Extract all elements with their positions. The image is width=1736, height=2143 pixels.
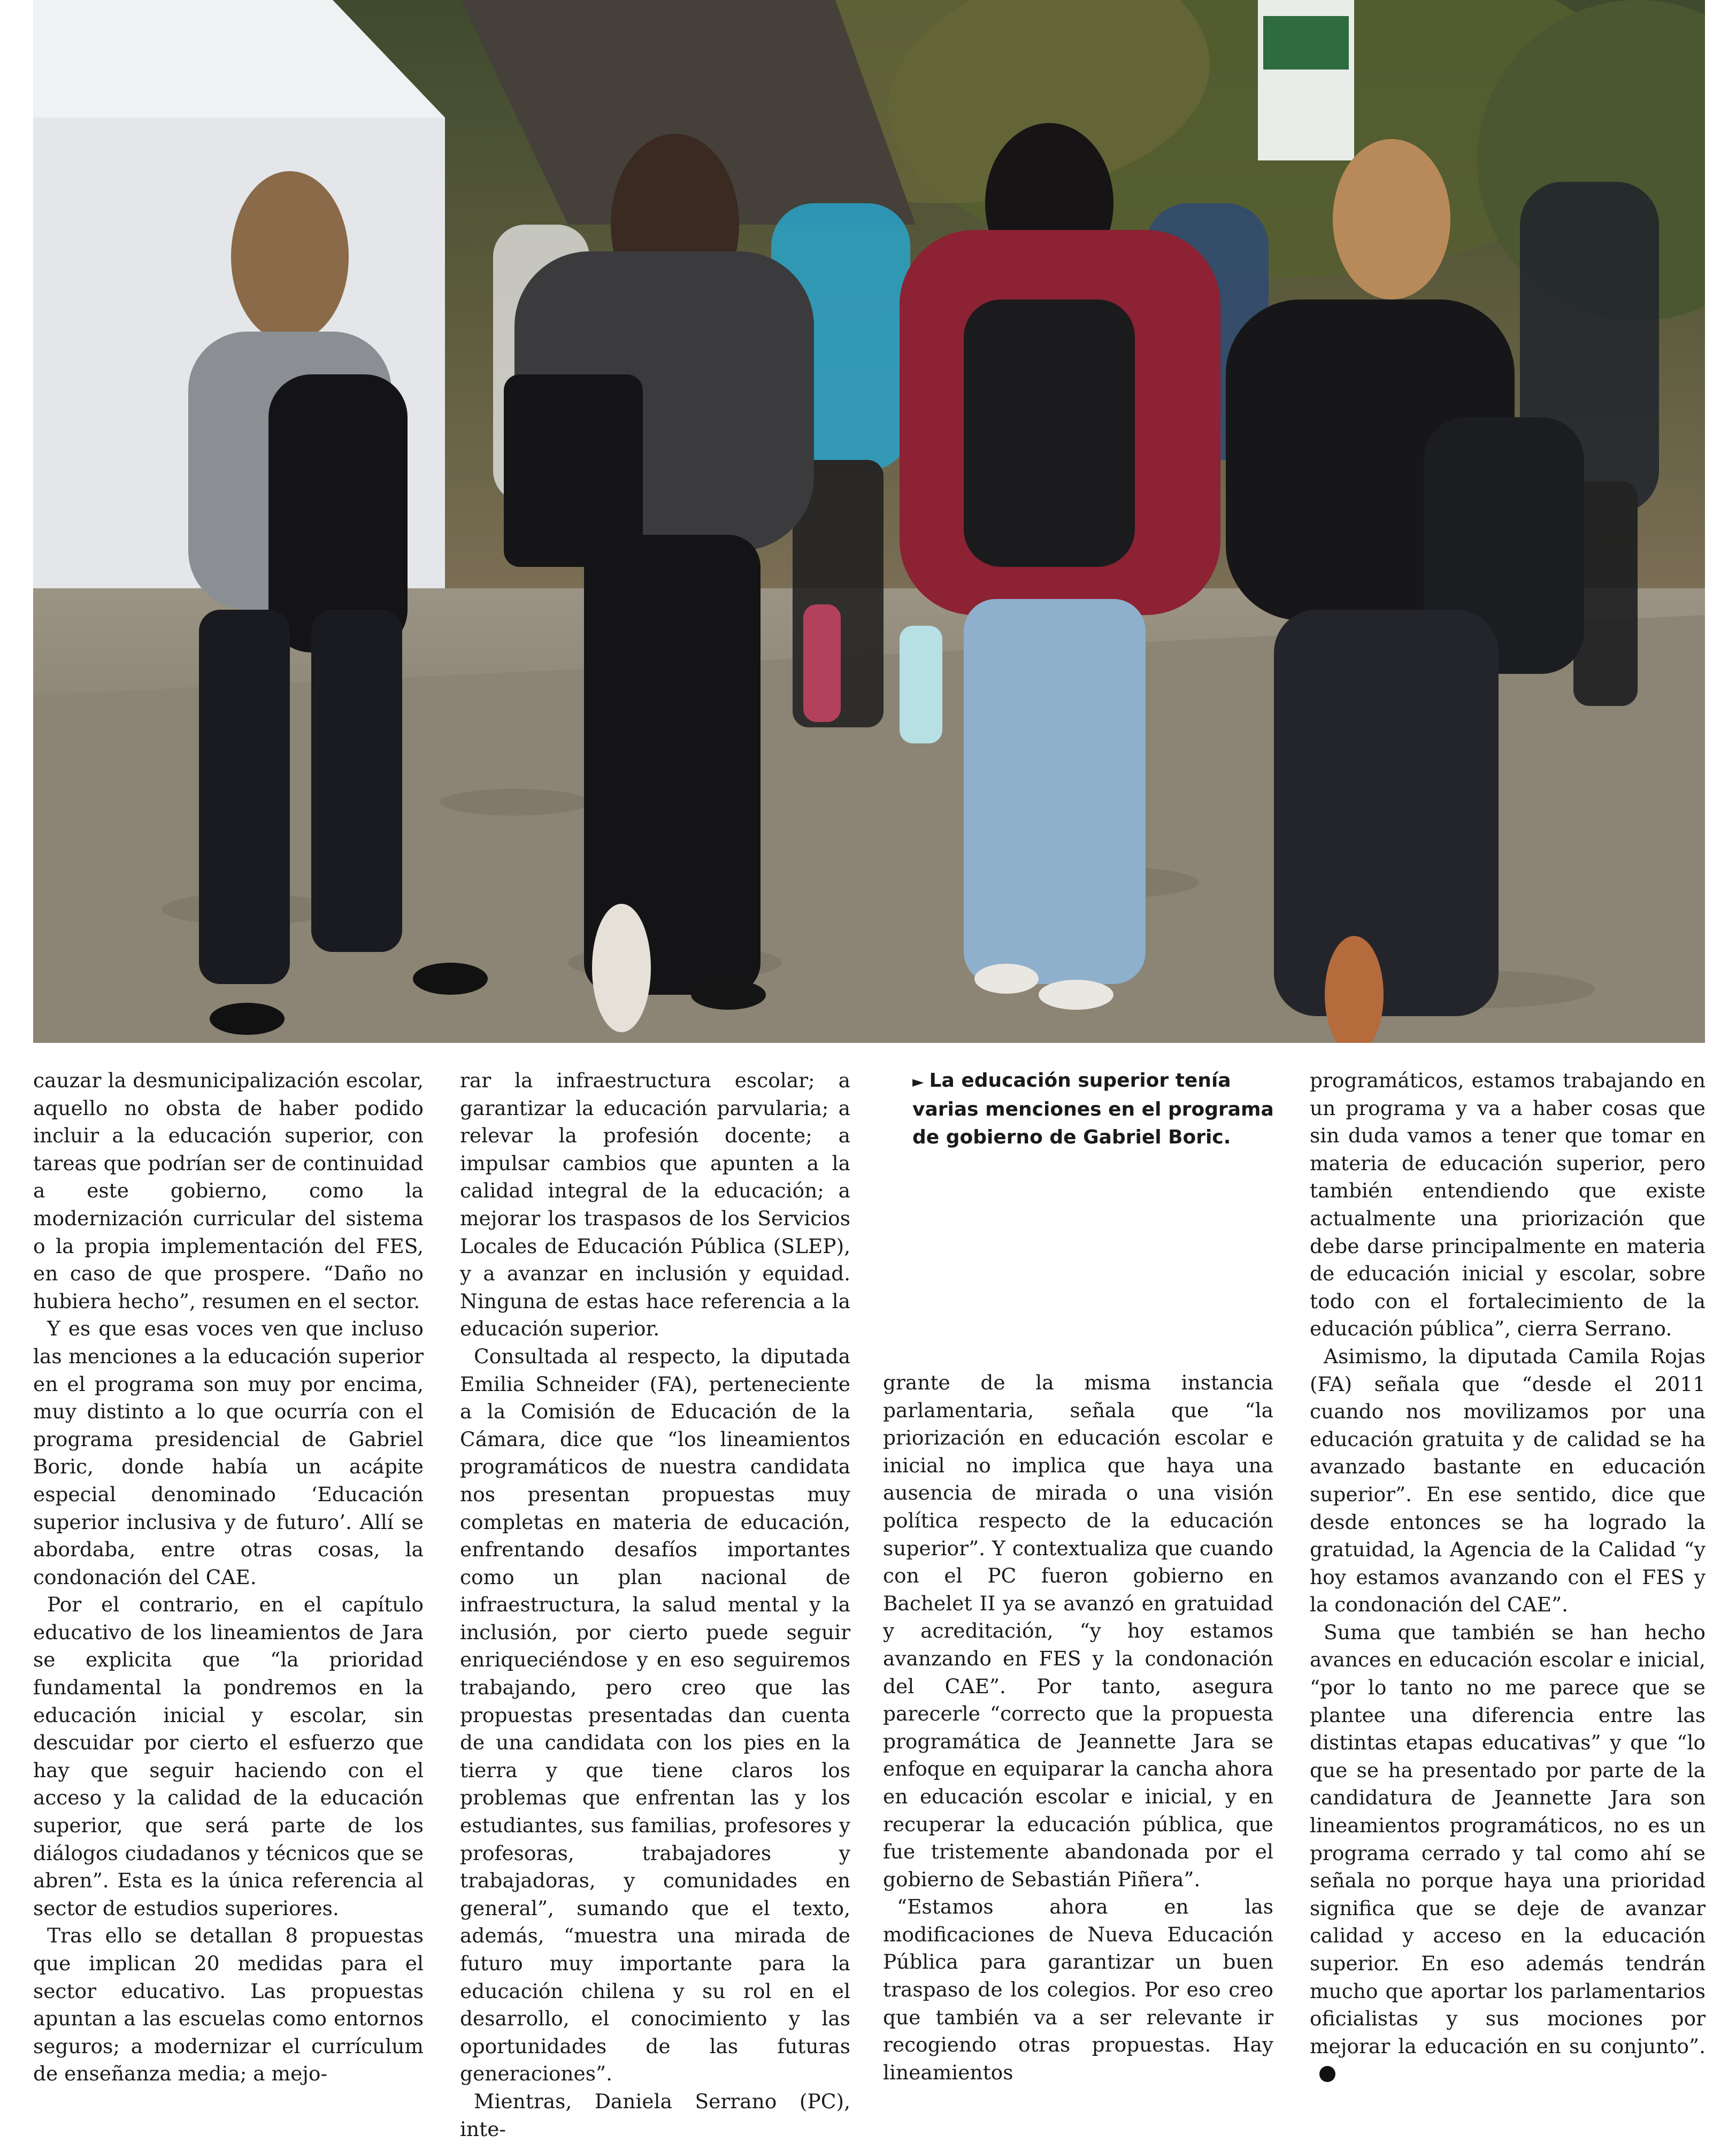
paragraph-final: [1310, 1619, 1706, 2088]
paragraph: grante de la misma instancia parlamentaria, señala que “la priorización en educación escolar e inicial no implica que haya una ausencia de mirada o una visión política respecto de la educación superior”. Y contextualiza que cuando con el PC fueron gobierno en Bachelet II ya se avanzó en gratuidad y acreditación, “y hoy estamos avanzando en FES y la condonación del CAE”. Por tanto, asegura parecerle “correcto que la propuesta programática de Jeannette Jara se enfoque en equiparar la cancha ahora en educación escolar e inicial, y en recuperar la educación pública, que fue tristemente abandonada por el gobierno de Sebastián Piñera”.: [883, 1371, 1273, 1891]
paragraph: Y es que esas voces ven que incluso las menciones a la educación superior en el programa son muy por encima, muy distinto a lo que ocurría con el programa presidencial de Gabriel Boric, donde había un acápite especial denominado ‘Educación superior inclusiva y de futuro’. Allí se abordaba, entre otras cosas, la condonación del CAE.: [33, 1317, 424, 1589]
paragraph: rar la infraestructura escolar; a garantizar la educación parvularia; a relevar la profesión docente; a impulsar cambios que apunten a la calidad integral de la educación; a mejorar los traspasos de los Servicios Locales de Educación Pública (SLEP), y a avanzar en inclusión y equidad. Ninguna de estas hace referencia a la educación superior.: [460, 1069, 850, 1341]
news-photo: [33, 0, 1705, 1043]
paragraph: Asimismo, la diputada Camila Rojas (FA) señala que “desde el 2011 cuando nos movilizamos por una educación gratuita y de calidad se ha avanzado bastante en educación superior”. En ese sentido, dice que desde entonces se ha logrado la gratuidad, la Agencia de la Calidad “y hoy estamos avanzando con el FES y la condonación del CAE”.: [1310, 1344, 1706, 1617]
paragraph-text: Suma que también se han hecho avances en educación escolar e inicial, “por lo tanto no me parece que se plantee una diferencia entre las distintas etapas educativas” y que “lo que se ha presentado por parte de la candidatura de Jeannette Jara son lineamientos programáticos, no es un programa cerrado y tal como ahí se señala no porque haya una prioridad significa que se deje de avanzar calidad y acceso en la educación superior. En eso además tendrán mucho que aportar los parlamentarios oficialistas y sus mociones por mejorar la educación en su conjunto”.: [1310, 1620, 1706, 2058]
article-column-2: [460, 1067, 850, 2143]
caption-arrow-icon: ►: [912, 1073, 924, 1090]
photo-caption: [912, 1067, 1281, 1151]
article-column-4: [1310, 1067, 1706, 2088]
paragraph: Consultada al respecto, la diputada Emilia Schneider (FA), perteneciente a la Comisión de Educación de la Cámara, dice que “los lineamientos programáticos de nuestra candidata nos presentan propuestas muy completas en materia de educación, enfrentando desafíos importantes como un plan nacional de infraestructura, la salud mental y la inclusión, por cierto puede seguir enriqueciéndose y en eso seguiremos trabajando, pero creo que las propuestas presentadas dan cuenta de una candidata con los pies en la tierra y que tiene claros los problemas que enfrentan las y los estudiantes, sus familias, profesores y profesoras, trabajadores y trabajadoras, y comunidades en general”, sumando que el texto, además, “muestra una mirada de futuro muy importante para la educación chilena y su rol en el desarrollo, el conocimiento y las oportunidades de las futuras generaciones”.: [460, 1344, 850, 2086]
paragraph: Tras ello se detallan 8 propuestas que implican 20 medidas para el sector educativo. Las propuestas apuntan a las escuelas como entornos seguros; a modernizar el currículum de enseñanza media; a mejo-: [33, 1924, 424, 2086]
end-of-article-icon: [1319, 2066, 1335, 2082]
caption-text: La educación superior tenía varias menciones en el programa de gobierno de Gabriel Boric.: [912, 1070, 1274, 1148]
students-walking-image: [33, 0, 1705, 1043]
article-column-1: [33, 1067, 424, 2088]
paragraph: Por el contrario, en el capítulo educativo de los lineamientos de Jara se explicita que “la prioridad fundamental la pondremos en la educación inicial y escolar, sin descuidar por cierto el esfuerzo que hay que seguir haciendo con el acceso y la calidad de la educación superior, que será parte de los diálogos ciudadanos y técnicos que se abren”. Esta es la única referencia al sector de estudios superiores.: [33, 1593, 424, 1920]
paragraph: “Estamos ahora en las modificaciones de Nueva Educación Pública para garantizar un buen traspaso de los colegios. Por eso creo que también va a ser relevante ir recogiendo otras propuestas. Hay lineamientos: [883, 1895, 1273, 2084]
article-column-3: [883, 1369, 1273, 2086]
paragraph: cauzar la desmunicipalización escolar, aquello no obsta de haber podido incluir a la educación superior, con tareas que podrían ser de continuidad a este gobierno, como la modernización curricular del sistema o la propia implementación del FES, en caso de que prospere. “Daño no hubiera hecho”, resumen en el sector.: [33, 1069, 424, 1313]
paragraph: programáticos, estamos trabajando en un programa y va a haber cosas que sin duda vamos a tener que tomar en materia de educación superior, pero también entendiendo que existe actualmente una priorización que debe darse principalmente en materia de educación inicial y escolar, sobre todo con el fortalecimiento de la educación pública”, cierra Serrano.: [1310, 1069, 1706, 1341]
paragraph: Mientras, Daniela Serrano (PC), inte-: [460, 2089, 850, 2141]
